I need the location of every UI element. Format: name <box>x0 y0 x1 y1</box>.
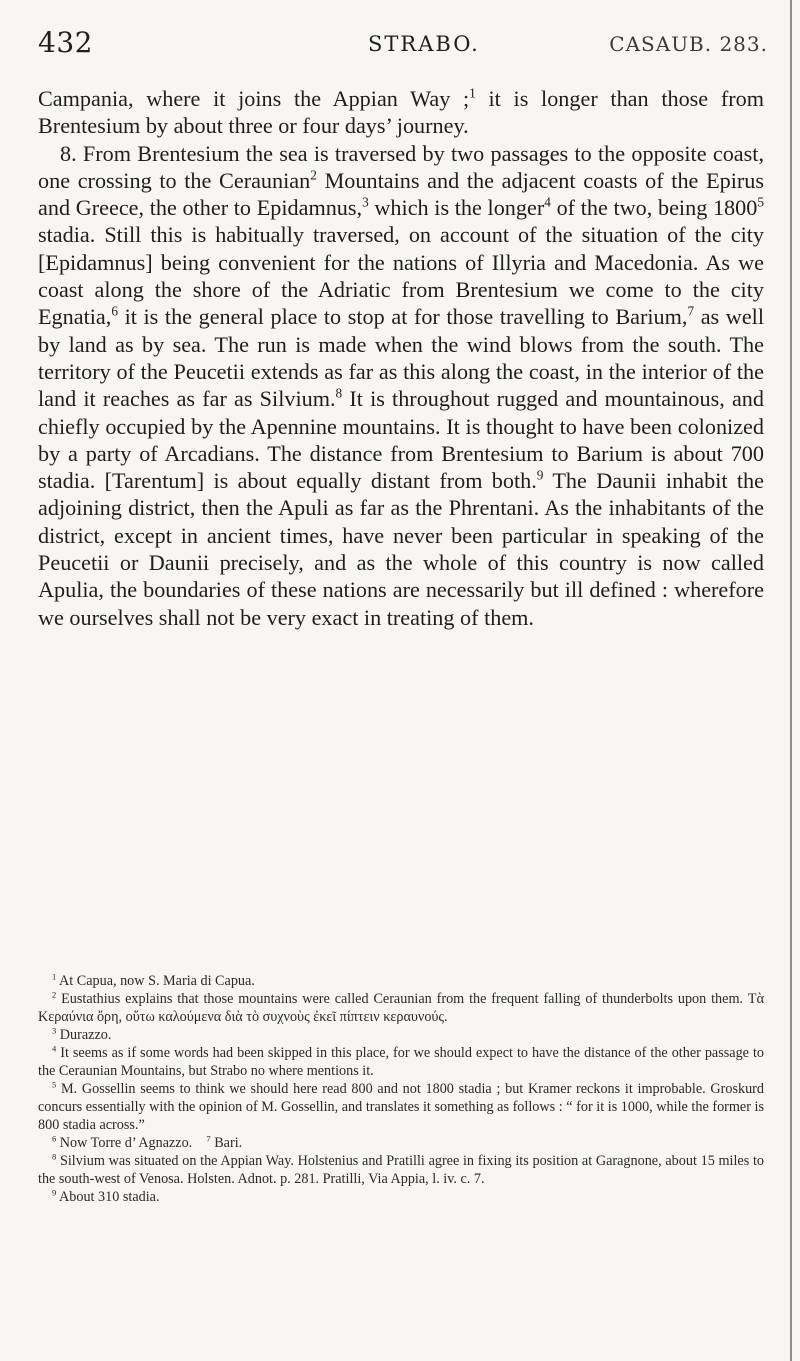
footnote-ref: 5 <box>757 194 764 210</box>
footnote-ref: 1 <box>469 85 476 101</box>
footnote: $^4$ It seems as if some words had been skipped in this place, for we should expect to have the distance of the other passage to the Ceraunian Mountains, but Strabo no where mentions it. <box>38 1043 764 1079</box>
paragraph: Campania, where it joins the Appian Way ;$^1$ it is longer than those from Brentesium by about three or four days’ journey. <box>38 85 764 139</box>
paragraph: 8. From Brentesium the sea is traversed by two passages to the opposite coast, one crossing to the Ceraunian$^2$ Mountains and the adjacent coasts of the Epirus and Greece, the other to Epidamnus,$^3$ which is the longer$^4$ of the two, being 1800$^5$ stadia. Still this is habitually traversed, on account of the situation of the city [Epidamnus] being convenient for the nations of Illyria and Macedonia. As we coast along the shore of the Adriatic from Brentesium we come to the city Egnatia,$^6$ it is the general place to stop at for those travelling to Barium,$^7$ as well by land as by sea. The run is made when the wind blows from the south. The territory of the Peucetii extends as far as this along the coast, in the interior of the land it reaches as far as Silvium.$^8$ It is throughout rugged and mountainous, and chiefly occupied by the Apennine mountains. It is thought to have been colonized by a party of Arcadians. The distance from Brentesium to Barium is about 700 stadia. [Tarentum] is about equally distant from both.$^9$ The Daunii inhabit the adjoining district, then the Apuli as far as the Phrentani. As the inhabitants of the district, except in ancient times, have never been particular in speaking of the Peucetii or Daunii precisely, and as the whole of this country is now called Apulia, the boundaries of these nations are necessarily but ill defined : wherefore we ourselves shall not be very exact in treating of them. <box>38 140 764 630</box>
footnote: $^1$ At Capua, now S. Maria di Capua. <box>52 971 255 989</box>
main-text <box>38 85 764 631</box>
footnote: $^8$ Silvium was situated on the Appian Way. Holstenius and Pratilli agree in fixing its position at Garagnone, about 15 miles to the south-west of Venosa. Holsten. Adnot. p. 281. Pratilli, Via Appia, l. iv. c. 7. <box>38 1151 764 1187</box>
running-title: STRABO. <box>368 32 480 56</box>
footnote: $^9$ About 310 stadia. <box>52 1187 160 1205</box>
footnote: $^6$ Now Torre d’ Agnazzo. $^7$ Bari. <box>52 1133 243 1151</box>
footnote: $^3$ Durazzo. <box>52 1025 112 1043</box>
page-edge-rule <box>790 0 792 1361</box>
page-number: 432 <box>38 26 93 59</box>
footnotes <box>38 972 764 1206</box>
footnote-ref: 7 <box>687 303 695 319</box>
page-header <box>38 26 768 66</box>
footnote-ref: 2 <box>310 167 317 183</box>
footnote: $^2$ Eustathius explains that those mountains were called Ceraunian from the frequent falling of thunderbolts upon them. Τὰ Κεραύνια ὄρη, οὕτω καλούμενα διὰ τὸ συχνοὺς ἐκεῖ πίπτειν κεραυνούς. <box>38 989 765 1025</box>
footnote: $^5$ M. Gossellin seems to think we should here read 800 and not 1800 stadia ; but Kramer reckons it improbable. Groskurd concurs essentially with the opinion of M. Gossellin, and translates it something as follows : “ for it is 1000, while the former is 800 stadia across.” <box>38 1079 764 1133</box>
footnote-ref: 3 <box>362 194 369 210</box>
margin-reference: CASAUB. 283. <box>609 32 768 56</box>
footnote-ref: 6 <box>111 303 118 319</box>
footnote-ref: 4 <box>544 194 551 210</box>
footnote-ref: 9 <box>536 467 544 483</box>
footnote-ref: 8 <box>335 385 343 401</box>
